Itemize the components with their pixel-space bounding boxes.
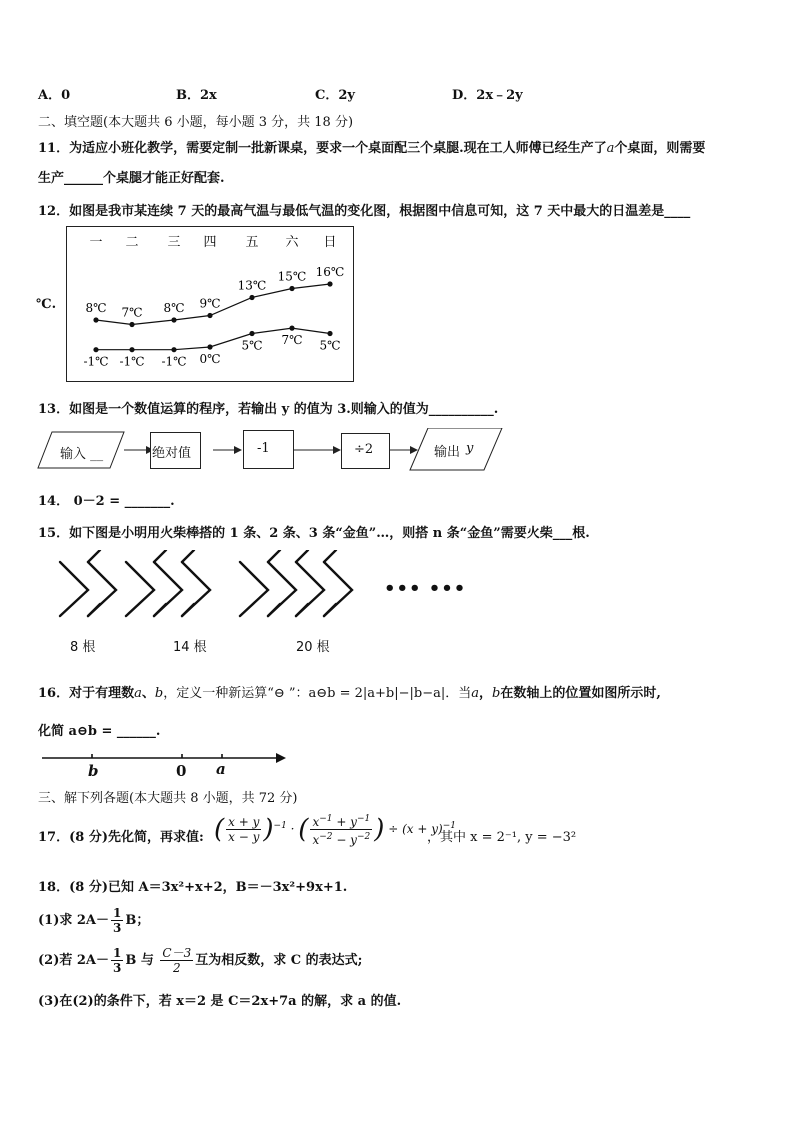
high-temp-point bbox=[249, 295, 254, 300]
low-temp-point bbox=[289, 326, 294, 331]
low-temp-label: -1℃ bbox=[161, 354, 187, 369]
number-line bbox=[40, 748, 290, 778]
number-line-b: b bbox=[88, 762, 99, 780]
matchstick-ellipsis: ••• ••• bbox=[384, 578, 467, 599]
low-temp-label: 0℃ bbox=[199, 352, 221, 366]
flow-abs-label: 绝对值 bbox=[152, 446, 192, 461]
q12-unit: ℃. bbox=[36, 297, 57, 312]
low-temp-label: 5℃ bbox=[319, 338, 341, 353]
number-line-a: a bbox=[216, 760, 226, 778]
high-temp-label: 8℃ bbox=[85, 301, 107, 315]
day-label: 二 bbox=[125, 235, 139, 250]
day-label: 一 bbox=[89, 235, 103, 250]
low-temp-label: -1℃ bbox=[119, 354, 145, 369]
flow-output-label: 输出 y bbox=[434, 441, 474, 460]
q17-expression: ( $\frac{x + y}{x - y}$ )$^{-1}$ · ( $\frac{x^{-1} + y^{-1}}{x^{-2} - y^{-2}}$ ) ÷ $(x + y)^{-1}$ bbox=[214, 814, 456, 847]
day-label: 四 bbox=[203, 235, 217, 250]
q18-part3: (3)在(2)的条件下，若 x＝2 是 C＝2x+7a 的解，求 a 的值. bbox=[38, 994, 402, 1009]
section-2-heading: 二、填空题(本大题共 6 小题，每小题 3 分，共 18 分) bbox=[38, 115, 354, 130]
low-temp-label: -1℃ bbox=[83, 354, 109, 369]
q11-line1: 11．为适应小班化教学，需要定制一批新课桌，要求一个桌面配三个桌腿.现在工人师傅已经生产了a个桌面，则需要 bbox=[38, 141, 706, 156]
q14-text: 14． 0－2 = _______. bbox=[38, 494, 175, 509]
flow-input-label: 输入 __ bbox=[60, 447, 104, 462]
high-temp-label: 16℃ bbox=[315, 265, 345, 279]
high-temp-label: 7℃ bbox=[121, 305, 143, 320]
high-temp-point bbox=[327, 281, 332, 286]
option-b: B．2x bbox=[176, 88, 217, 103]
flow-minus-label: -1 bbox=[257, 441, 270, 456]
q16-line2: 化简 a⊖b = ______. bbox=[38, 724, 161, 739]
q16-line1: 16．对于有理数a、b，定义一种新运算“⊖ ”：a⊖b = 2|a+b|−|b−a|．当a，b在数轴上的位置如图所示时, bbox=[38, 686, 661, 701]
section-3-heading: 三、解下列各题(本大题共 8 小题，共 72 分) bbox=[38, 791, 298, 806]
high-temp-point bbox=[171, 317, 176, 322]
day-label: 六 bbox=[285, 235, 299, 250]
option-a: A．0 bbox=[38, 88, 71, 103]
q12-text: 12．如图是我市某连续 7 天的最高气温与最低气温的变化图，根据图中信息可知，这 7 天中最大的日温差是____ bbox=[38, 204, 691, 219]
day-label: 三 bbox=[167, 235, 181, 250]
temperature-chart bbox=[66, 226, 354, 382]
q17-suffix: ，其中 x = 2⁻¹, y = −3² bbox=[427, 830, 577, 845]
high-temp-point bbox=[289, 286, 294, 291]
q13-text: 13．如图是一个数值运算的程序，若输出 y 的值为 3.则输入的值为__________. bbox=[38, 402, 499, 417]
day-label: 日 bbox=[323, 235, 337, 250]
high-temp-point bbox=[93, 317, 98, 322]
q15-text: 15．如下图是小明用火柴棒搭的 1 条、2 条、3 条“金鱼”…，则搭 n 条“金鱼”需要火柴___根. bbox=[38, 526, 590, 541]
low-temp-point bbox=[129, 347, 134, 352]
low-temp-label: 5℃ bbox=[241, 338, 263, 353]
low-temp-label: 7℃ bbox=[281, 333, 303, 348]
flow-div-label: ÷2 bbox=[354, 442, 374, 457]
q11-line2: 生产______个桌腿才能正好配套. bbox=[38, 171, 225, 186]
high-temp-point bbox=[129, 322, 134, 327]
low-temp-point bbox=[171, 347, 176, 352]
high-temp-point bbox=[207, 313, 212, 318]
label-fish1: 8 根 bbox=[70, 640, 96, 655]
q18-part2: (2)若 2A－ $\frac{1}{3}$ B 与 $\frac{C-3}{2}$ 互为相反数，求 C 的表达式; bbox=[38, 946, 363, 975]
label-fish3: 20 根 bbox=[296, 640, 330, 655]
low-temp-point bbox=[249, 331, 254, 336]
q17-prefix: 17．(8 分)先化简，再求值: bbox=[38, 830, 204, 845]
low-temp-point bbox=[327, 331, 332, 336]
high-temp-label: 13℃ bbox=[237, 278, 267, 293]
day-label: 五 bbox=[245, 235, 259, 250]
high-temp-label: 8℃ bbox=[163, 301, 185, 315]
number-line-zero: 0 bbox=[176, 762, 187, 780]
option-d: D．2x﹣2y bbox=[452, 88, 523, 103]
option-c: C．2y bbox=[315, 88, 355, 103]
low-temp-point bbox=[207, 344, 212, 349]
low-temp-point bbox=[93, 347, 98, 352]
q18-stem: 18．(8 分)已知 A＝3x²+x+2，B＝－3x²+9x+1. bbox=[38, 880, 348, 895]
high-temp-label: 9℃ bbox=[199, 296, 221, 311]
high-temp-label: 15℃ bbox=[277, 269, 307, 284]
label-fish2: 14 根 bbox=[173, 640, 207, 655]
q18-part1: (1)求 2A－ $\frac{1}{3}$ B； bbox=[38, 906, 150, 935]
